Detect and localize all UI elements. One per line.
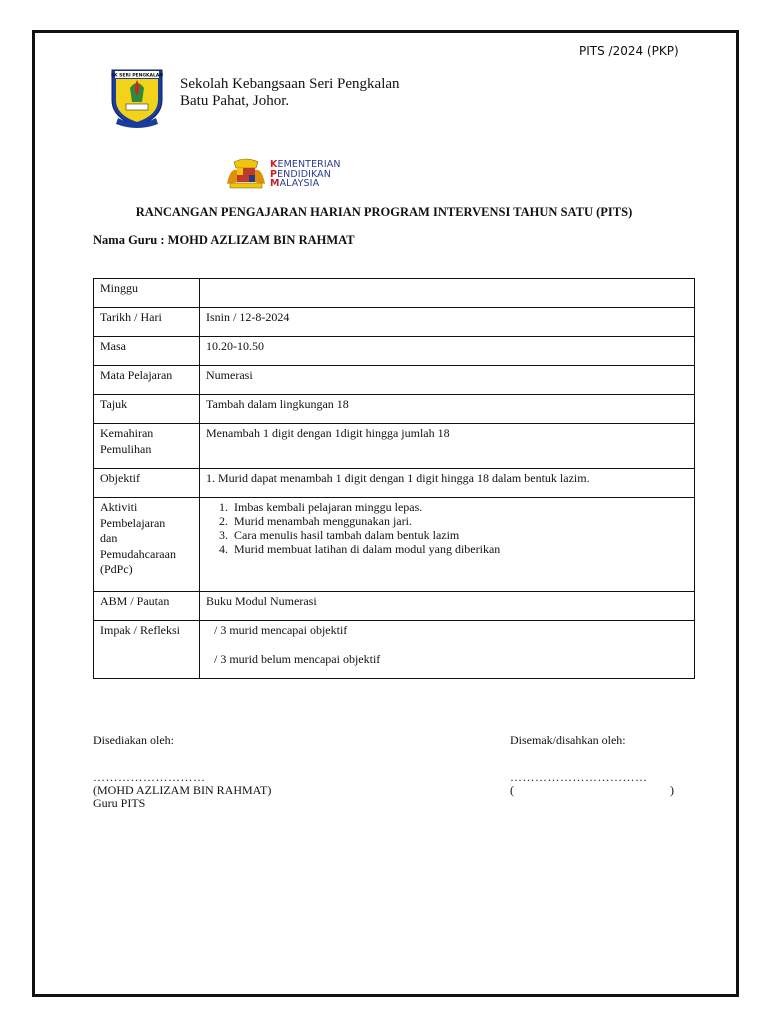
table-row-tarikh [94,308,695,337]
value-minggu [200,279,695,308]
school-logo-banner: SK SERI PENGKALAN [110,73,164,79]
value-aktiviti [200,498,695,592]
activity-list [206,500,688,556]
teacher-name: Nama Guru : MOHD AZLIZAM BIN RAHMAT [93,233,355,247]
value-tarikh: Isnin / 12-8-2024 [200,308,695,337]
list-item: 3. Cara menulis hasil tambah dalam bentuk lazim [231,528,688,542]
signature-line-right: …………………………… [510,770,648,784]
school-name-block [180,76,400,110]
document-title: RANCANGAN PENGAJARAN HARIAN PROGRAM INTERVENSI TAHUN SATU (PITS) [135,205,633,219]
list-item: 4. Murid membuat latihan di dalam modul yang diberikan [231,542,688,556]
label-minggu: Minggu [94,279,200,308]
kpm-wordmark: KEMENTERIAN PENDIDIKAN MALAYSIA [270,159,341,189]
label-tarikh: Tarikh / Hari [94,308,200,337]
verifier-name-placeholder: ( ) [510,783,674,797]
label-mata-pelajaran: Mata Pelajaran [94,366,200,395]
lesson-plan-table [93,278,695,679]
table-row-aktiviti [94,498,695,592]
prepared-by-block [93,734,271,810]
signature-line-left: ……………………… [93,770,206,784]
prepared-by-heading: Disediakan oleh: [93,733,174,747]
table-row-kemahiran [94,424,695,469]
impak-line-achieved: / 3 murid mencapai objektif [214,623,348,637]
table-row-tajuk [94,395,695,424]
table-row-abm [94,592,695,621]
label-objektif: Objektif [94,469,200,498]
value-kemahiran: Menambah 1 digit dengan 1digit hingga jumlah 18 [200,424,695,469]
school-crest-logo [106,66,168,130]
value-masa: 10.20-10.50 [200,337,695,366]
label-tajuk: Tajuk [94,395,200,424]
table-row-mata-pelajaran [94,366,695,395]
table-row-minggu [94,279,695,308]
list-item: 2. Murid menambah menggunakan jari. [231,514,688,528]
label-masa: Masa [94,337,200,366]
impak-line-not-achieved: / 3 murid belum mencapai objektif [214,651,381,666]
kpm-logo [224,158,354,190]
jata-negara-icon [224,158,268,190]
value-objektif: 1. Murid dapat menambah 1 digit dengan 1 digit hingga 18 dalam bentuk lazim. [200,469,695,498]
verified-by-block [510,734,674,797]
preparer-name: (MOHD AZLIZAM BIN RAHMAT) [93,783,272,797]
document-code: PITS /2024 (PKP) [579,44,679,58]
table-row-objektif [94,469,695,498]
label-impak: Impak / Refleksi [94,621,200,679]
label-kemahiran: Kemahiran Pemulihan [94,424,200,469]
school-address: Batu Pahat, Johor. [180,93,290,109]
value-mata-pelajaran: Numerasi [200,366,695,395]
table-row-impak [94,621,695,679]
label-abm: ABM / Pautan [94,592,200,621]
value-abm: Buku Modul Numerasi [200,592,695,621]
preparer-role: Guru PITS [93,796,146,810]
school-name: Sekolah Kebangsaan Seri Pengkalan [180,76,400,92]
value-impak [200,621,695,679]
verified-by-heading: Disemak/disahkan oleh: [510,733,626,747]
list-item: 1. Imbas kembali pelajaran minggu lepas. [231,500,688,514]
table-row-masa [94,337,695,366]
label-aktiviti: Aktiviti Pembelajaran dan Pemudahcaraan (PdPc) [94,498,200,592]
value-tajuk: Tambah dalam lingkungan 18 [200,395,695,424]
